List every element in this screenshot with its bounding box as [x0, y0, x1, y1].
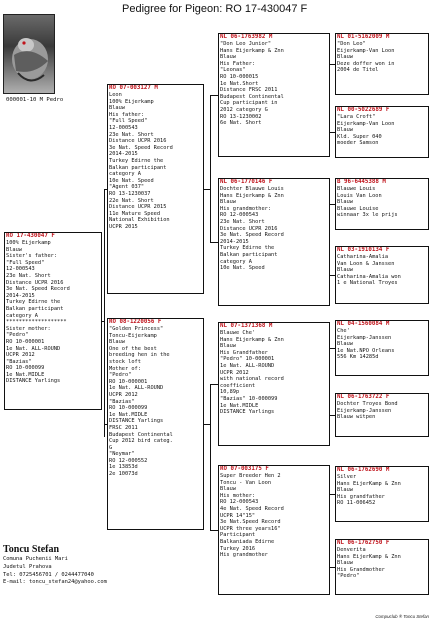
- footer-credit: Compuclub ® Toncu Stefan: [375, 614, 429, 619]
- great-grandparent-mff-card: [335, 320, 429, 376]
- pigeon-details: 100% Eijerkamp Blauw Sister's father: "Full Speed" 12-000543 23e Nat. Short Distance UCPR 2016 3e Nat. Speed Record 2014-2015 Turkey Edirne the Balkan participant category A ******************* Sister mother: "Pedro" RO 10-000001 1e Nat. ALL-ROUND UCPR 2012 "Bazias" RO 10-000099 1e Nat.MIDLE DISTANCE Yarlings: [6, 240, 70, 385]
- mfm-details: Dochter Troyes Bond Eijerkamp-Janssen Blauw witpen: [337, 401, 398, 421]
- maternal-grandfather-card: [218, 322, 330, 446]
- mff-ring-number: NL 04-1560084 M: [337, 321, 390, 327]
- connector-line: [330, 275, 335, 276]
- connector-line: [210, 95, 211, 243]
- great-grandparent-fff-card: [335, 33, 429, 95]
- father-details: Leon 100% Eijerkamp Blauw His father: "Full Speed" 12-000543 23e Nat. Short Distance UCPR 2016 3e Nat. Speed Record 2014-2015 Turkey Edirne the Balkan participant category A 10e Nat. Speed "Agent 037" RO 13-1230037 22e Nat. Short Distance UCPR 2015 11e Mature Speed National Exhibition UCPR 2015: [109, 92, 173, 230]
- connector-line: [330, 415, 335, 416]
- connector-line: [210, 530, 218, 531]
- fff-ring-number: NL 01-5162009 M: [337, 34, 390, 40]
- mmf-details: Silver Hans EijerKamp & Znn Blauw His grandfather RO 11-006452: [337, 474, 401, 507]
- maternal-grandmother-card: [218, 465, 330, 595]
- connector-line: [210, 384, 211, 531]
- mfm-ring-number: NL 06-1763722 F: [337, 394, 390, 400]
- father-card: [107, 84, 204, 294]
- paternal-grandfather-ring-number: NL 06-1763982 M: [220, 34, 273, 40]
- mmm-details: Denverita Hans EijerKamp & Znn Blauw His Grandmother "Pedro": [337, 547, 401, 580]
- father-ring-number: RO 07-003127 M: [109, 85, 158, 91]
- connector-line: [330, 64, 335, 65]
- connector-line: [210, 95, 218, 96]
- maternal-grandfather-ring-number: NL 07-1371368 M: [220, 323, 273, 329]
- paternal-grandmother-ring-number: NL 06-1770146 F: [220, 179, 273, 185]
- breeder-address: Comuna Puchenii Mari Judetul Prahova Tel: 0725456701 / 0244477040 E-mail: toncu_stefan24@yahoo.com: [3, 556, 107, 586]
- breeder-name: Toncu Stefan: [3, 544, 60, 555]
- great-grandparent-fmm-card: [335, 246, 429, 304]
- connector-line: [330, 494, 335, 495]
- paternal-grandfather-details: "Don Leo Junior" Hans Eijerkamp & Znn Blauw His Father: "Leonas" RO 10-000015 1e Nat.Short Distance FRSC 2011 Budapest Continental Cup participant in 2012 category G RO 13-1230002 6e Nat. Short: [220, 41, 284, 127]
- fmm-ring-number: NL 03-1910134 F: [337, 247, 390, 253]
- ffm-details: "Lara Croft" Eijerkamp-Van Loon Blauw Kld. Super 040 moeder Samson: [337, 114, 395, 147]
- mmf-ring-number: NL 06-1762690 M: [337, 467, 390, 473]
- connector-line: [210, 384, 218, 385]
- paternal-grandmother-card: [218, 178, 330, 306]
- ring-number: RO 17-430047 F: [6, 233, 55, 239]
- connector-line: [210, 242, 218, 243]
- fff-details: "Don Leo" Eijerkamp-Van Loon Blauw Deze doffer won in 2004 de Titel: [337, 41, 395, 74]
- great-grandparent-mmm-card: [335, 539, 429, 595]
- breeder-info: [3, 544, 153, 587]
- pigeon-card: [4, 232, 102, 410]
- pigeon-logo-image: [3, 14, 55, 94]
- ffm-ring-number: NL 00-5022689 F: [337, 107, 390, 113]
- mother-details: "Golden Princess" Toncu-Eijerkamp Blauw One of the best breeding hen in the stock loft Mother of: "Pedro" RO 10-000001 1e Nat. ALL-ROUND UCPR 2012 "Bazias" RO 10-000099 1e Nat.MIDLE DISTANCE Yarlings FRSC 2011 Budapest Continental Cup 2012 bird categ. G "Neymar" RO 12-000552 1e 13853d 2e 10073d: [109, 326, 173, 478]
- page-title: Pedigree for Pigeon: RO 17-430047 F: [122, 3, 308, 15]
- maternal-grandmother-details: Super Breeder Hen 2 Toncu - Van Loon Blauw His mother: RO 12-000543 4e Nat. Speed Record UCPR 14"15" 3e Nat.Speed Record UCPR three years16" Participant Balkaniada Edirne Turkey 2016 His grandmother: [220, 473, 284, 559]
- great-grandparent-ffm-card: [335, 106, 429, 158]
- mff-details: Che' Eijerkamp-Janssen Blauw 1e Nat.NPO Orleans 556 Km 14285d: [337, 328, 395, 361]
- fmf-details: Blauwe Louis Louis Van Loon Blauw Blauwe Louise winnaar 3x le prijs: [337, 186, 398, 219]
- connector-line: [104, 189, 107, 190]
- mother-card: [107, 318, 204, 530]
- maternal-grandfather-details: Blauwe Che' Hans Eijerkamp & Znn Blauw His Grandfather "Pedro" 10-000001 1e Nat. ALL-ROUND UCPR 2012 with national record coefficient 10,89p "Bazias" 10-000099 1e Nat.MIDLE DISTANCE Yarlings: [220, 330, 284, 416]
- paternal-grandfather-card: [218, 33, 330, 157]
- maternal-grandmother-ring-number: RO 07-003175 F: [220, 466, 269, 472]
- connector-line: [330, 132, 335, 133]
- connector-line: [330, 567, 335, 568]
- great-grandparent-mfm-card: [335, 393, 429, 437]
- mmm-ring-number: NL 06-1762750 F: [337, 540, 390, 546]
- connector-line: [330, 348, 335, 349]
- owner-id: 000001-10 M Pedro: [6, 97, 64, 103]
- connector-line: [104, 189, 105, 437]
- fmm-details: Catharina-Amalia Van Loon & Janssen Blauw Catharina-Amalia won 1 e National Troyes: [337, 254, 401, 287]
- fmf-ring-number: B 96-6445388 M: [337, 179, 386, 185]
- connector-line: [330, 204, 335, 205]
- connector-line: [104, 424, 107, 425]
- great-grandparent-mmf-card: [335, 466, 429, 522]
- mother-ring-number: RO 08-1220056 F: [109, 319, 162, 325]
- great-grandparent-fmf-card: [335, 178, 429, 230]
- paternal-grandmother-details: Dochter Blauwe Louis Hans Eijerkamp & Znn Blauw His grandmother: RO 12-000543 23e Nat. Short Distance UCPR 2016 3e Nat. Speed Record 2014-2015 Turkey Edirne the Balkan participant category A 10e Nat. Speed: [220, 186, 284, 272]
